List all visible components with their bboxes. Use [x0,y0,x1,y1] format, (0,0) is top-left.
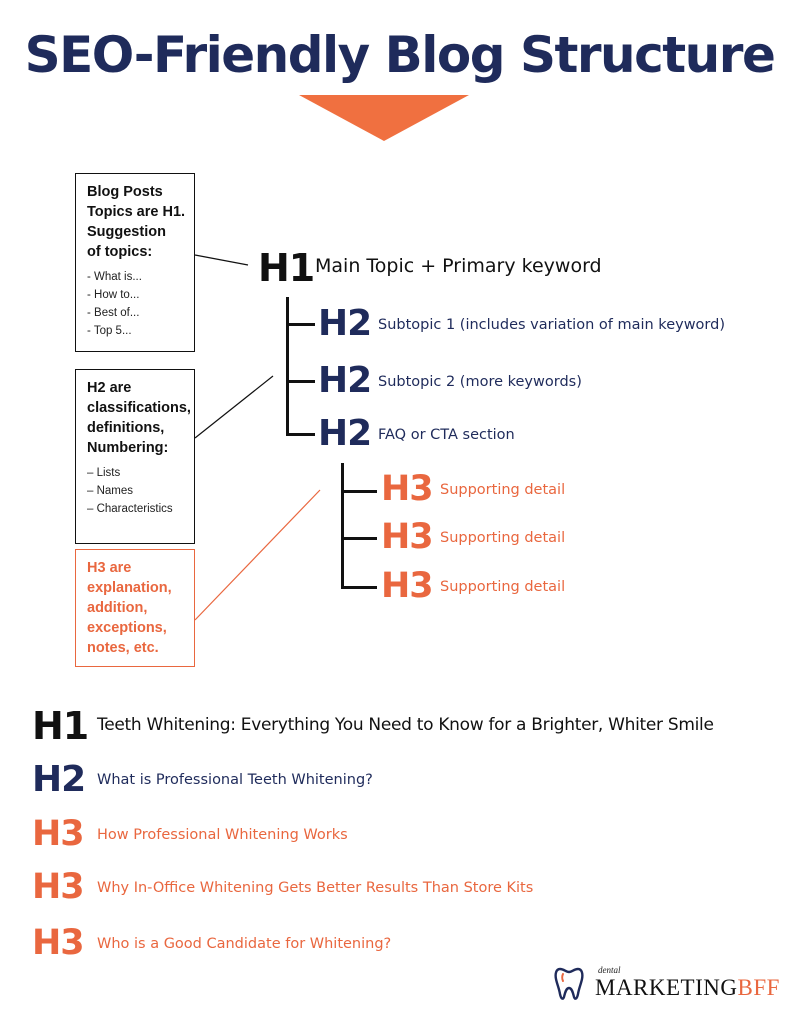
list-item: - What is... [87,271,142,283]
box-heading-line: addition, [87,600,148,616]
box-heading-line: of topics: [87,244,153,260]
tree-node-h2 [318,360,582,401]
connector-h3 [195,490,320,620]
box-heading-line: Numbering: [87,440,169,456]
list-item: - Best of... [87,307,140,319]
heading-text: FAQ or CTA section [378,427,515,443]
heading-text: Who is a Good Candidate for Whitening? [97,936,392,952]
example-row-h3 [32,867,534,907]
tree-node-h1 [258,246,602,290]
box-heading-line: Suggestion [87,224,166,240]
example-row-h3 [32,923,392,963]
heading-tag: H1 [258,246,315,290]
example-row-h3 [32,814,348,854]
heading-text: What is Professional Teeth Whitening? [97,772,373,788]
example-row-h1 [32,704,714,748]
connector-h1 [195,255,248,265]
logo-suffix-word: BFF [737,975,780,1000]
tree-branch-h3-3 [341,586,377,589]
box-heading-line: notes, etc. [87,640,159,656]
tree-node-h2 [318,413,515,454]
tree-trunk-h2 [341,463,344,589]
heading-text: Subtopic 2 (more keywords) [378,374,582,390]
tree-branch-h3-1 [341,490,377,493]
logo-small-text: dental [598,965,621,975]
heading-tag: H3 [32,814,84,854]
box-heading-line: classifications, [87,400,191,416]
heading-text: How Professional Whitening Works [97,827,348,843]
tree-node-h3 [381,517,566,557]
box-heading-line: Topics are H1. [87,204,186,220]
heading-text: Subtopic 1 (includes variation of main keyword) [378,317,725,333]
tree-branch-h2-2 [286,380,315,383]
heading-text: Why In-Office Whitening Gets Better Results Than Store Kits [97,880,534,896]
tree-node-h3 [381,566,566,606]
logo-main-word: MARKETING [595,975,738,1000]
list-item: – Lists [87,467,121,479]
list-item: – Names [87,485,134,497]
heading-text: Main Topic + Primary keyword [315,255,602,277]
heading-tag: H2 [32,759,86,800]
box-heading-line: explanation, [87,580,172,596]
tree-trunk-h1 [286,297,289,436]
list-item: - Top 5... [87,325,132,337]
heading-text: Supporting detail [440,530,566,546]
logo-main-text [595,975,780,1001]
heading-text: Supporting detail [440,579,566,595]
box-heading-line: H2 are [87,380,132,396]
tooth-icon [554,966,584,1002]
heading-tag: H3 [32,867,84,907]
brand-logo [554,962,790,1006]
box-heading-line: Blog Posts [87,184,163,200]
heading-tag: H3 [381,517,433,557]
tree-branch-h3-2 [341,537,377,540]
heading-tag: H1 [32,704,89,748]
list-item: - How to... [87,289,140,301]
box-heading-line: definitions, [87,420,165,436]
heading-tag: H3 [32,923,84,963]
connector-h2 [195,376,273,438]
heading-tag: H2 [318,413,372,454]
tree-node-h2 [318,303,725,344]
box-heading-line: exceptions, [87,620,167,636]
heading-tag: H3 [381,566,433,606]
tree-node-h3 [381,469,566,509]
heading-text: Supporting detail [440,482,566,498]
heading-text: Teeth Whitening: Everything You Need to Know for a Brighter, Whiter Smile [97,715,714,735]
page-title: SEO-Friendly Blog Structure [24,26,775,84]
example-row-h2 [32,759,373,800]
heading-tag: H2 [318,360,372,401]
heading-tag: H2 [318,303,372,344]
tree-branch-h2-1 [286,323,315,326]
box-heading-line: H3 are [87,560,132,576]
heading-tag: H3 [381,469,433,509]
list-item: – Characteristics [87,503,173,515]
tree-branch-h2-3 [286,433,315,436]
